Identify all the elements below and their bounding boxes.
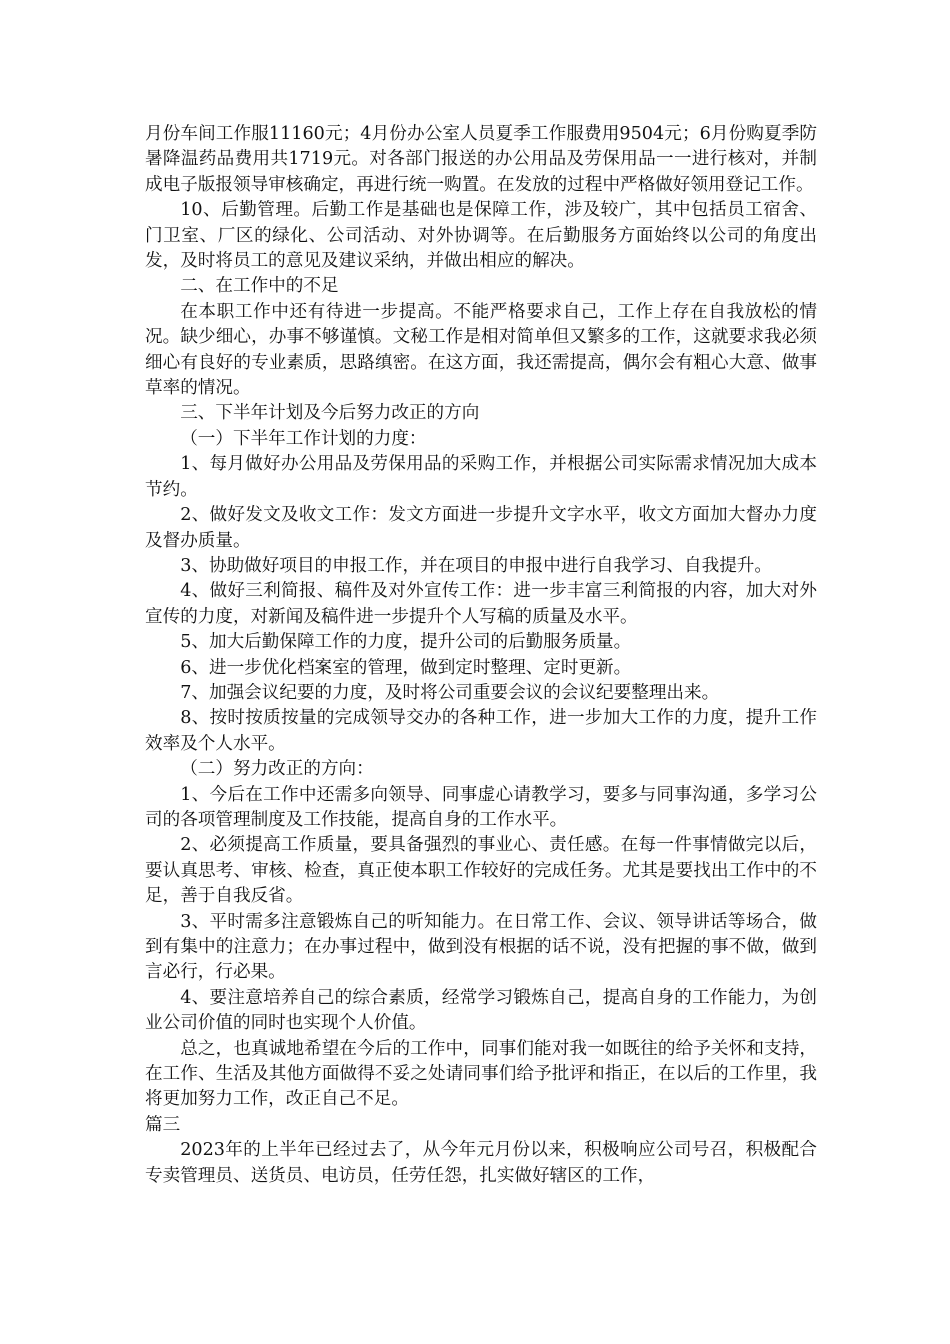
plan-item-8: 8、按时按质按量的完成领导交办的各种工作，进一步加大工作的力度，提升工作效率及个人水平。 (145, 708, 817, 754)
subsection-heading-1: （一）下半年工作计划的力度： (180, 428, 427, 449)
plan-item-2: 2、做好发文及收文工作：发文方面进一步提升文字水平，收文方面加大督办力度及督办质量。 (145, 505, 817, 551)
conclusion-paragraph: 总之，也真诚地希望在今后的工作中，同事们能对我一如既往的给予关怀和支持，在工作、生活及其他方面做得不妥之处请同事们给予批评和指正，在以后的工作里，我将更加努力工作，改正自己不足。 (145, 1038, 817, 1110)
plan-item-6: 6、进一步优化档案室的管理，做到定时整理、定时更新。 (180, 657, 632, 678)
plan-item-1: 1、每月做好办公用品及劳保用品的采购工作，并根据公司实际需求情况加大成本节约。 (145, 454, 817, 500)
improve-item-1: 1、今后在工作中还需多向领导、同事虚心请教学习，要多与同事沟通，多学习公司的各项管理制度及工作技能，提高自身的工作水平。 (145, 784, 817, 830)
plan-item-7: 7、加强会议纪要的力度，及时将公司重要会议的会议纪要整理出来。 (180, 682, 720, 703)
part-heading: 篇三 (145, 1114, 181, 1135)
document-body (145, 122, 817, 1189)
paragraph-2: 10、后勤管理。后勤工作是基础也是保障工作，涉及较广，其中包括员工宿舍、门卫室、厂区的绿化、公司活动、对外协调等。在后勤服务方面始终以公司的角度出发，及时将员工的意见及建议采纳，并做出相应的解决。 (145, 200, 817, 272)
improve-item-3: 3、平时需多注意锻炼自己的听知能力。在日常工作、会议、领导讲话等场合，做到有集中的注意力；在办事过程中，做到没有根据的话不说，没有把握的事不做，做到言必行，行必果。 (145, 911, 817, 983)
paragraph-4: 在本职工作中还有待进一步提高。不能严格要求自己，工作上存在自我放松的情况。缺少细心，办事不够谨慎。文秘工作是相对简单但又繁多的工作，这就要求我必须细心有良好的专业素质，思路缜密。在这方面，我还需提高，偶尔会有粗心大意、做事草率的情况。 (145, 301, 817, 399)
plan-item-5: 5、加大后勤保障工作的力度，提升公司的后勤服务质量。 (180, 632, 632, 653)
section-heading-3: 三、下半年计划及今后努力改正的方向 (180, 403, 480, 424)
paragraph-final: 2023年的上半年已经过去了，从今年元月份以来，积极响应公司号召，积极配合专卖管理员、送货员、电访员，任劳任怨，扎实做好辖区的工作， (145, 1140, 817, 1186)
subsection-heading-2: （二）努力改正的方向： (180, 759, 374, 780)
paragraph-1: 月份车间工作服11160元；4月份办公室人员夏季工作服费用9504元；6月份购夏季防暑降温药品费用共1719元。对各部门报送的办公用品及劳保用品一一进行核对，并制成电子版报领导审核确定，再进行统一购置。在发放的过程中严格做好领用登记工作。 (145, 124, 817, 195)
improve-item-4: 4、要注意培养自己的综合素质，经常学习锻炼自己，提高自身的工作能力，为创业公司价值的同时也实现个人价值。 (145, 987, 817, 1034)
improve-item-2: 2、必须提高工作质量，要具备强烈的事业心、责任感。在每一件事情做完以后，要认真思考、审核、检查，真正使本职工作较好的完成任务。尤其是要找出工作中的不足，善于自我反省。 (145, 835, 817, 907)
plan-item-4: 4、做好三利简报、稿件及对外宣传工作：进一步丰富三利简报的内容，加大对外宣传的力度，对新闻及稿件进一步提升个人写稿的质量及水平。 (145, 581, 817, 627)
section-heading-2: 二、在工作中的不足 (180, 276, 339, 297)
plan-item-3: 3、协助做好项目的申报工作，并在项目的申报中进行自我学习、自我提升。 (180, 555, 772, 576)
